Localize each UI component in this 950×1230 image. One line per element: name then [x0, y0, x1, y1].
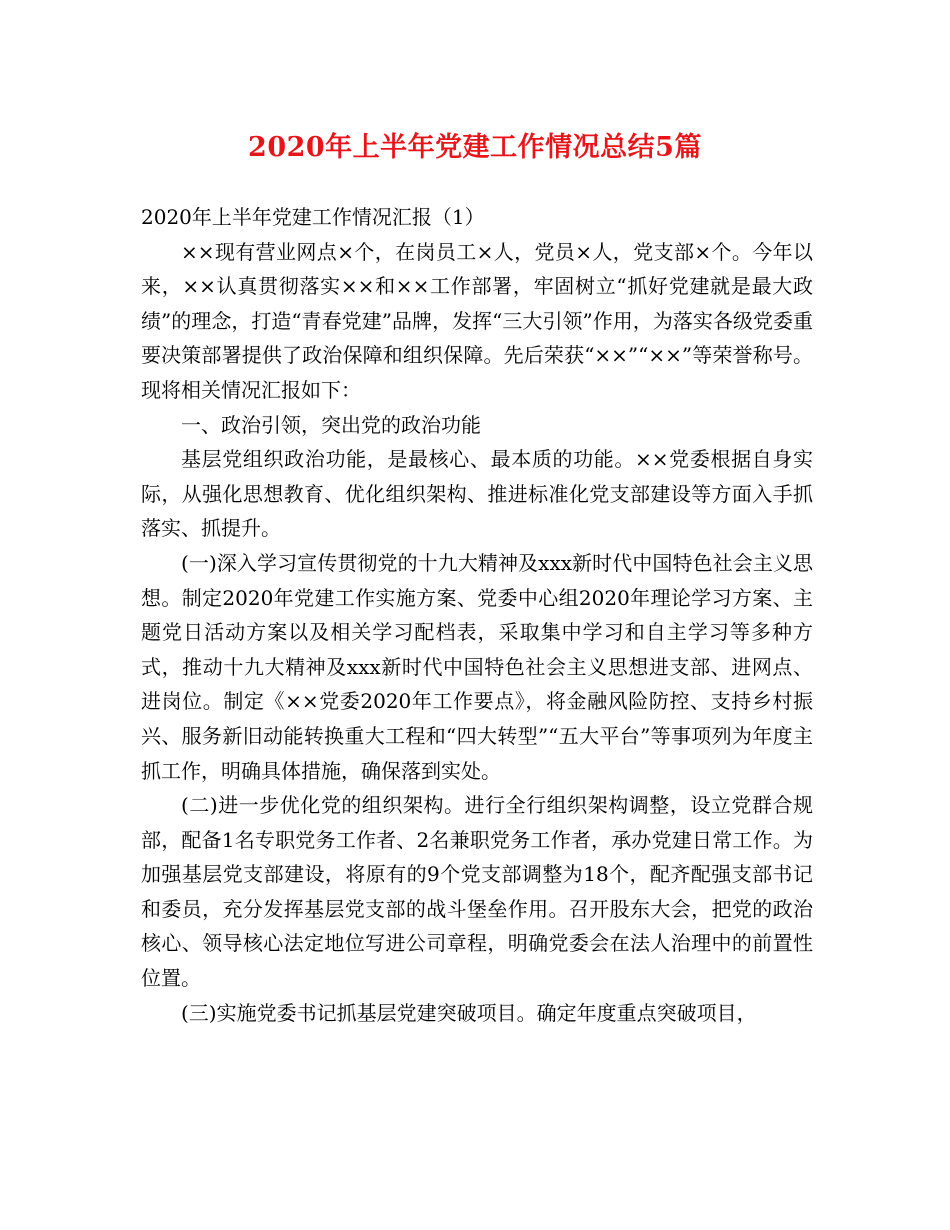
document-title: 2020年上半年党建工作情况总结5篇	[248, 132, 702, 163]
heading-political-leadership: 一、政治引领，突出党的政治功能	[181, 412, 481, 437]
document-body	[141, 200, 813, 1030]
paragraph-item-2: (二)进一步优化党的组织架构。进行全行组织架构调整，设立党群合规部，配备1名专职党务工作者、2名兼职党务工作者，承办党建日常工作。为加强基层党支部建设，将原有的9个党支部调整为18个，配齐配强支部书记和委员，充分发挥基层党支部的战斗堡垒作用。召开股东大会，把党的政治核心、领导核心法定地位写进公司章程，明确党委会在法人治理中的前置性位置。	[141, 793, 813, 991]
section-heading: 2020年上半年党建工作情况汇报（1）	[141, 205, 485, 229]
paragraph-item-3: (三)实施党委书记抓基层党建突破项目。确定年度重点突破项目，	[181, 1000, 757, 1025]
paragraph-item-1: (一)深入学习宣传贯彻党的十九大精神及xxx新时代中国特色社会主义思想。制定2020年党建工作实施方案、党委中心组2020年理论学习方案、主题党日活动方案以及相关学习配档表，采取集中学习和自主学习等多种方式，推动十九大精神及xxx新时代中国特色社会主义思想进支部、进网点、进岗位。制定《××党委2020年工作要点》，将金融风险防控、支持乡村振兴、服务新旧动能转换重大工程和“四大转型”“五大平台”等事项列为年度主抓工作，明确具体措施，确保落到实处。	[141, 550, 813, 783]
paragraph-intro: ××现有营业网点×个，在岗员工×人，党员×人，党支部×个。今年以来，××认真贯彻落实××和××工作部署，牢固树立“抓好党建就是最大政绩”的理念，打造“青春党建”品牌，发挥“三大引领”作用，为落实各级党委重要决策部署提供了政治保障和组织保障。先后荣获“××”“××”等荣誉称号。现将相关情况汇报如下：	[141, 239, 813, 402]
paragraph-political-function: 基层党组织政治功能，是最核心、最本质的功能。××党委根据自身实际，从强化思想教育、优化组织架构、推进标准化党支部建设等方面入手抓落实、抓提升。	[141, 447, 813, 541]
